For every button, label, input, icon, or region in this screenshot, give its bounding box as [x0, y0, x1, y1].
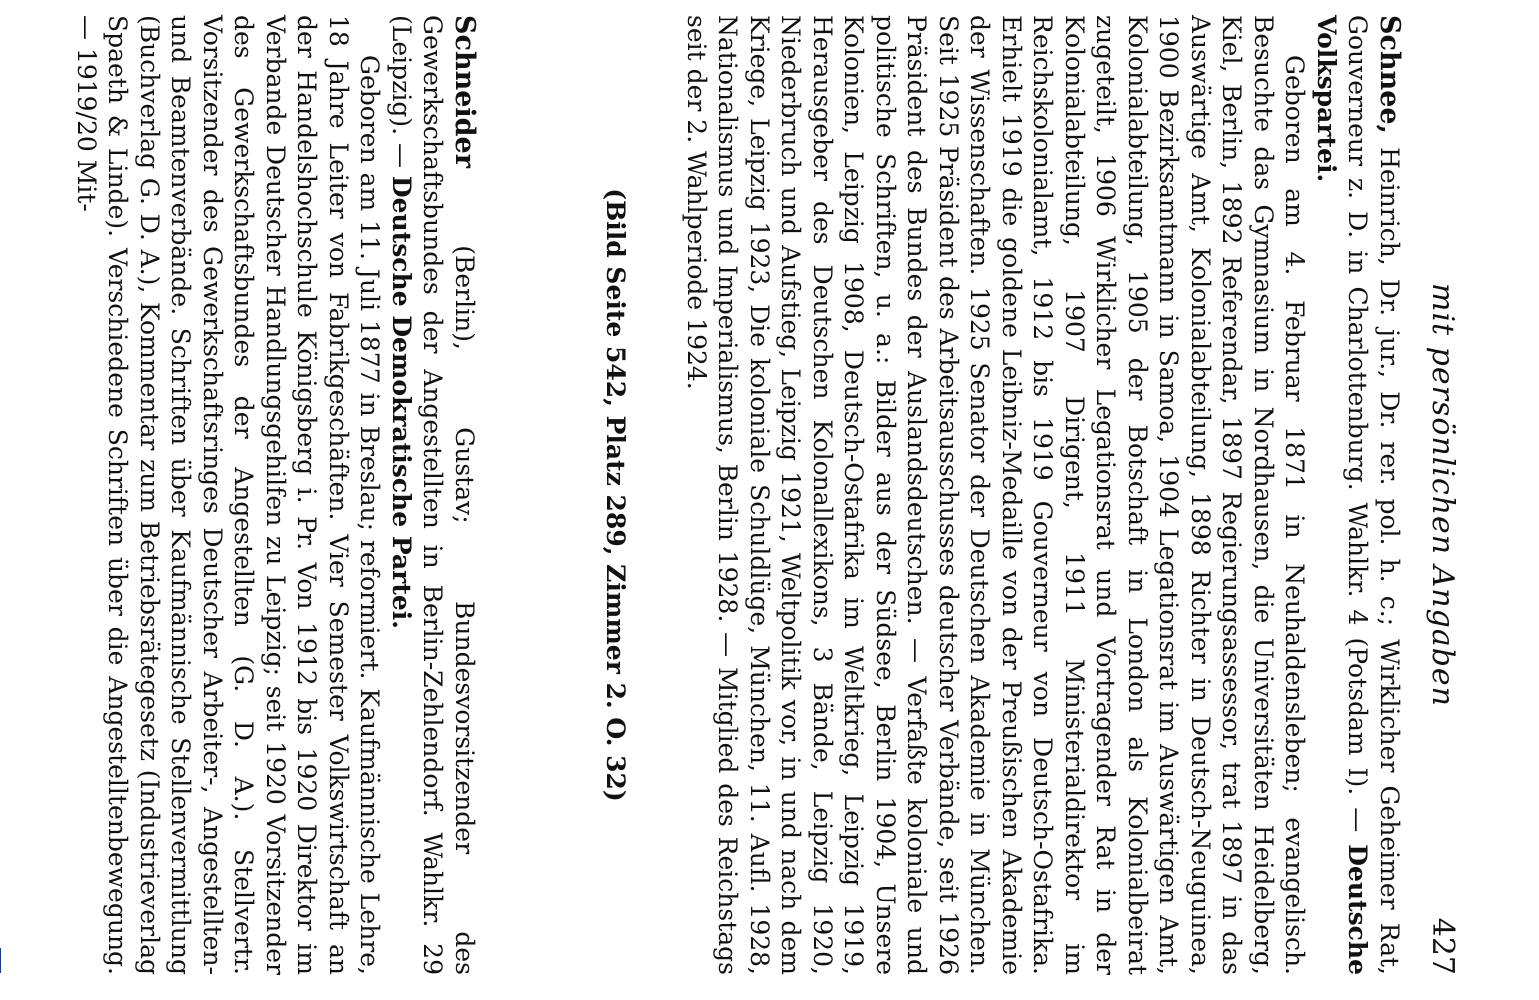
credit-text — [0, 605, 1, 945]
entry-heading — [386, 15, 481, 975]
entry-biography: Geboren am 11. Juli 1877 in Breslau; reformiert. Kaufmännische Lehre, 18 Jahre Leiter von Fabrikgeschäften. Vier Semester Volkswirtschaft an der Handelshochschule Königsberg i. Pr. Von 1912 bis 1920 Direktor im Verbande Deutscher Handlungsgehilfen zu Leipzig; seit 1920 Vorsitzender des Gewerkschaftsbundes der Angestellten (G. D. A.). Stellvertr. Vorsitzender des Gewerkschaftsringes Deutscher Arbeiter-, Angestellten- und Beamtenverbände. Schriften über Kaufmännische Stellenvermittlung (Buchverlag G. D. A.), Kommentar zum Betriebsrätegesetz (Industrieverlag Spaeth & Linde). Verschiedene Schriften über die Angestelltenbewegung. — 1919/20 Mit- — [72, 15, 385, 975]
entry-name: Schnee, — [1374, 15, 1405, 134]
biography-entry-schneider — [71, 15, 481, 975]
entry-party: Deutsche Volkspartei. — [1312, 15, 1373, 975]
digitization-credit — [0, 605, 2, 975]
entry-intro: Heinrich, Dr. jur., Dr. rer. pol. h. c.; Wirklicher Geheimer Rat, Gouverneur z. D. in Charlottenburg. Wahlkr. 4 (Potsdam I). — — [1343, 15, 1404, 975]
biography-entry-schnee — [681, 15, 1406, 975]
entry-biography: Geboren am 4. Februar 1871 in Neuhaldensleben; evangelisch. Besuchte das Gymnasium in Nordhausen, die Universitäten Heidelberg, Kiel, Berlin, 1892 Referendar, 1897 Regierungsassessor, trat 1897 in das Auswärtige Amt, Kolonialabteilung, 1898 Richter in Deutsch-Neuguinea, 1900 Bezirksamtmann in Samoa, 1904 Legationsrat im Auswärtigen Amt, Kolonialabteilung, 1905 der Botschaft in London als Kolonialbeirat zugeteilt, 1906 Wirklicher Legationsrat und Vortragender Rat in der Kolonialabteilung, 1907 Dirigent, 1911 Ministerialdirektor im Reichskolonialamt, 1912 bis 1919 Gouverneur von Deutsch-Ostafrika. Erhielt 1919 die goldene Leibniz-Medaille von der Preußischen Akademie der Wissenschaften. 1925 Senator der Deutschen Akademie in München. Seit 1925 Präsident des Arbeitsausschusses deutscher Verbände, seit 1926 Präsident des Bundes der Auslandsdeutschen. — Verfaßte koloniale und politische Schriften, u. a.: Bilder aus der Südsee, Berlin 1904, Unsere Kolonien, Leipzig 1908, Deutsch-Ostafrika im Weltkrieg, Leipzig 1919, Herausgeber des Deutschen Kolonallexikons, 3 Bände, Leipzig 1920, Niederbruch und Aufstieg, Leipzig 1921, Weltpolitik vor, in und nach dem Kriege, Leipzig 1923, Die koloniale Schuldlüge, München, 11. Aufl. 1928, Nationalismus und Imperialismus, Berlin 1928. — Mitglied des Reichstags seit der 2. Wahlperiode 1924. — [682, 15, 1310, 975]
page-number: 427 — [1425, 917, 1460, 975]
reference-note: (Bild Seite 542, Platz 289, Zimmer 2. O. 32) — [601, 188, 630, 802]
entry-party: Deutsche Demokratische Partei. — [387, 175, 416, 629]
running-head: mit persönlichen Angaben — [1425, 283, 1460, 707]
entry-heading — [1311, 15, 1406, 975]
rotated-document-page — [10, 15, 1500, 975]
entry-name: Schneider — [449, 15, 480, 168]
page-header — [1420, 15, 1460, 975]
dfg-logo — [0, 948, 1, 973]
entry-intro: (Berlin), Gustav; Bundesvorsitzender des Gewerkschaftsbundes der Angestellten in Berlin-Zehlendorf. Wahlkr. 29 (Leipzig). — — [387, 15, 479, 975]
